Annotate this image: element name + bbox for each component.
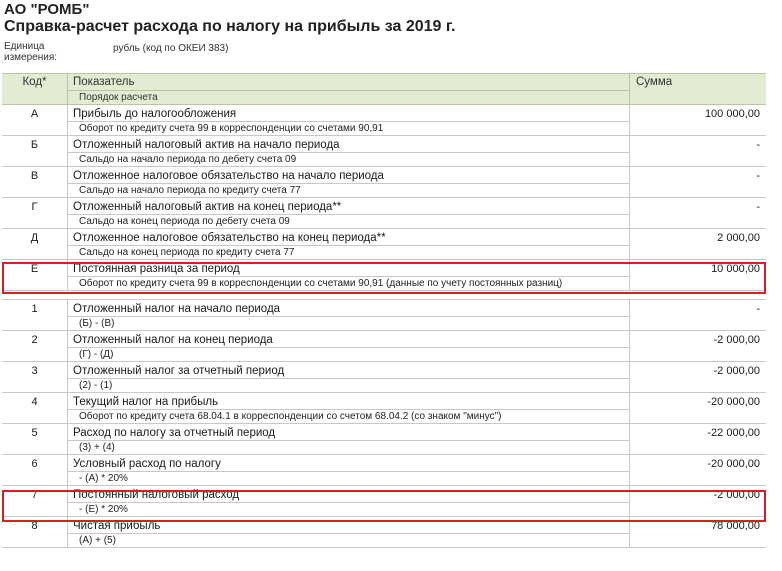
- row-code: 5: [2, 424, 68, 454]
- row-calculation: Оборот по кредиту счета 99 в корреспонденции со счетами 90,91 (данные по учету постоянных разниц): [68, 276, 629, 290]
- calculation-table: [2, 73, 766, 548]
- row-calculation: (2) - (1): [68, 378, 629, 392]
- row-indicator-cell: [68, 486, 630, 516]
- row-calculation: - (Е) * 20%: [68, 502, 629, 516]
- row-indicator: Чистая прибыль: [73, 520, 161, 532]
- row-indicator: Отложенный налоговый актив на начало периода: [73, 139, 340, 151]
- row-code: 6: [2, 455, 68, 485]
- row-code: А: [2, 105, 68, 135]
- company-name: АО "РОМБ": [4, 1, 90, 18]
- row-calculation: Сальдо на конец периода по дебету счета 09: [68, 214, 629, 228]
- table-row[interactable]: [2, 455, 766, 486]
- row-sum: -: [756, 170, 760, 182]
- table-row[interactable]: [2, 517, 766, 548]
- row-calculation: Сальдо на конец периода по кредиту счета 77: [68, 245, 629, 259]
- table-row[interactable]: [2, 362, 766, 393]
- row-code: 1: [2, 300, 68, 330]
- row-indicator: Отложенный налог на начало периода: [73, 303, 281, 315]
- row-sum: -20 000,00: [707, 458, 760, 470]
- row-code: 2: [2, 331, 68, 361]
- row-calculation: Сальдо на начало периода по дебету счета 09: [68, 152, 629, 166]
- row-sum: 100 000,00: [704, 108, 760, 120]
- row-code: Е: [2, 260, 68, 290]
- row-code: 3: [2, 362, 68, 392]
- row-indicator-cell: [68, 300, 630, 330]
- header-indicator-cell: [68, 74, 630, 104]
- row-code: 4: [2, 393, 68, 423]
- table-row[interactable]: [2, 198, 766, 229]
- table-row[interactable]: [2, 331, 766, 362]
- table-header: [2, 73, 766, 105]
- row-indicator-cell: [68, 517, 630, 547]
- row-indicator-cell: [68, 136, 630, 166]
- row-indicator: Отложенный налог за отчетный период: [73, 365, 285, 377]
- row-code: 8: [2, 517, 68, 547]
- row-sum: -: [756, 303, 760, 315]
- row-indicator: Отложенное налоговое обязательство на конец периода**: [73, 232, 386, 244]
- row-sum: -2 000,00: [713, 489, 760, 501]
- unit-value: рубль (код по ОКЕИ 383): [113, 43, 229, 54]
- row-indicator: Отложенный налог на конец периода: [73, 334, 273, 346]
- row-indicator: Отложенный налоговый актив на конец периода**: [73, 201, 342, 213]
- section-spacer: [2, 291, 766, 300]
- row-code: 7: [2, 486, 68, 516]
- row-indicator: Постоянный налоговый расход: [73, 489, 240, 501]
- row-sum: -2 000,00: [713, 334, 760, 346]
- row-calculation: (3) + (4): [68, 440, 629, 454]
- row-sum: -: [756, 201, 760, 213]
- table-row[interactable]: [2, 167, 766, 198]
- row-indicator-cell: [68, 393, 630, 423]
- row-indicator-cell: [68, 105, 630, 135]
- table-row[interactable]: [2, 393, 766, 424]
- row-sum: 10 000,00: [711, 263, 760, 275]
- header-code[interactable]: Код*: [2, 74, 68, 104]
- rows-top: [2, 105, 766, 291]
- row-sum: -2 000,00: [713, 365, 760, 377]
- unit-label: Единица измерения:: [4, 41, 58, 63]
- page-title: Справка-расчет расхода по налогу на прибыль за 2019 г.: [4, 18, 456, 35]
- row-indicator-cell: [68, 424, 630, 454]
- header-sum[interactable]: Сумма: [636, 76, 673, 88]
- table-row[interactable]: [2, 300, 766, 331]
- row-calculation: Оборот по кредиту счета 99 в корреспонденции со счетами 90,91: [68, 121, 629, 135]
- row-sum: -: [756, 139, 760, 151]
- row-calculation: Оборот по кредиту счета 68.04.1 в корреспонденции со счетом 68.04.2 (со знаком "минус"): [68, 409, 629, 423]
- row-indicator: Условный расход по налогу: [73, 458, 221, 470]
- row-indicator-cell: [68, 198, 630, 228]
- row-sum: -20 000,00: [707, 396, 760, 408]
- row-indicator-cell: [68, 362, 630, 392]
- row-indicator-cell: [68, 229, 630, 259]
- header-indicator[interactable]: Показатель: [73, 76, 135, 88]
- row-sum: -22 000,00: [707, 427, 760, 439]
- row-calculation: Сальдо на начало периода по кредиту счета 77: [68, 183, 629, 197]
- table-row[interactable]: [2, 260, 766, 291]
- row-indicator-cell: [68, 331, 630, 361]
- row-indicator: Текущий налог на прибыль: [73, 396, 219, 408]
- row-code: Г: [2, 198, 68, 228]
- row-calculation: - (А) * 20%: [68, 471, 629, 485]
- row-calculation: (А) + (5): [68, 533, 629, 547]
- row-indicator: Отложенное налоговое обязательство на начало периода: [73, 170, 384, 182]
- table-row[interactable]: [2, 105, 766, 136]
- row-code: Б: [2, 136, 68, 166]
- header-indicator-sub: Порядок расчета: [68, 90, 629, 104]
- row-sum: 78 000,00: [711, 520, 760, 532]
- row-code: Д: [2, 229, 68, 259]
- row-calculation: (Г) - (Д): [68, 347, 629, 361]
- row-indicator-cell: [68, 455, 630, 485]
- table-row[interactable]: [2, 136, 766, 167]
- table-row[interactable]: [2, 229, 766, 260]
- table-row[interactable]: [2, 424, 766, 455]
- row-code: В: [2, 167, 68, 197]
- row-indicator: Постоянная разница за период: [73, 263, 240, 275]
- row-indicator-cell: [68, 167, 630, 197]
- row-indicator: Прибыль до налогообложения: [73, 108, 237, 120]
- table-row[interactable]: [2, 486, 766, 517]
- row-calculation: (Б) - (В): [68, 316, 629, 330]
- row-indicator: Расход по налогу за отчетный период: [73, 427, 276, 439]
- rows-bottom: [2, 300, 766, 548]
- row-indicator-cell: [68, 260, 630, 290]
- row-sum: 2 000,00: [717, 232, 760, 244]
